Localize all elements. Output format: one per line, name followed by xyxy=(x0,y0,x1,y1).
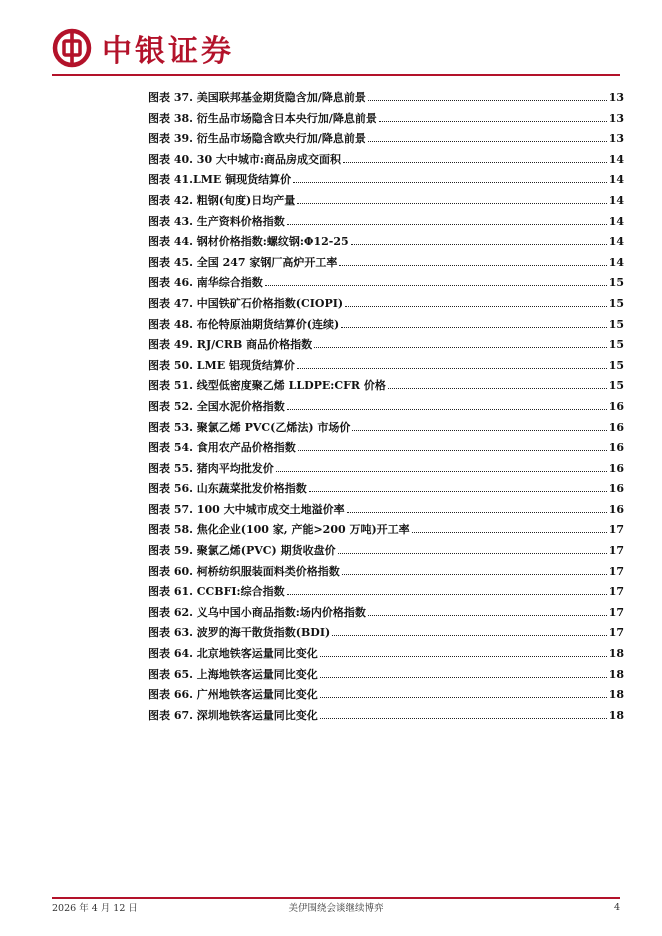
toc-leader-dots xyxy=(309,477,607,492)
toc-entry-label: 图表 57. 100 大中城市成交土地溢价率 xyxy=(148,502,345,516)
toc-entry-page: 14 xyxy=(608,214,624,228)
toc-entry[interactable] xyxy=(148,601,624,622)
toc-entry-label: 图表 53. 聚氯乙烯 PVC(乙烯法) 市场价 xyxy=(148,420,351,434)
toc-entry-page: 15 xyxy=(608,358,624,372)
toc-entry[interactable] xyxy=(148,148,624,169)
bank-of-china-logo-icon xyxy=(52,28,92,68)
toc-entry[interactable] xyxy=(148,127,624,148)
toc-leader-dots xyxy=(320,642,607,657)
toc-entry[interactable] xyxy=(148,86,624,107)
toc-entry-label: 图表 52. 全国水泥价格指数 xyxy=(148,399,285,413)
toc-leader-dots xyxy=(297,354,607,369)
toc-entry-page: 13 xyxy=(608,132,624,146)
toc-leader-dots xyxy=(265,271,607,286)
toc-entry-label: 图表 51. 线型低密度聚乙烯 LLDPE:CFR 价格 xyxy=(148,379,386,393)
toc-entry-page: 15 xyxy=(608,296,624,310)
toc-entry[interactable] xyxy=(148,518,624,539)
toc-entry-label: 图表 44. 钢材价格指数:螺纹钢:Φ12-25 xyxy=(148,235,349,249)
toc-entry-page: 18 xyxy=(608,667,624,681)
toc-entry-label: 图表 58. 焦化企业(100 家, 产能>200 万吨)开工率 xyxy=(148,523,410,537)
toc-entry-label: 图表 63. 波罗的海干散货指数(BDI) xyxy=(148,626,331,640)
toc-entry-page: 16 xyxy=(608,502,624,516)
toc-entry-page: 15 xyxy=(608,276,624,290)
toc-entry[interactable] xyxy=(148,210,624,231)
toc-leader-dots xyxy=(352,416,606,431)
toc-entry-page: 18 xyxy=(608,708,624,722)
toc-entry-label: 图表 37. 美国联邦基金期货隐含加/降息前景 xyxy=(148,91,366,104)
toc-entry-label: 图表 45. 全国 247 家钢厂高炉开工率 xyxy=(148,255,338,269)
toc-leader-dots xyxy=(379,107,607,122)
toc-entry[interactable] xyxy=(148,313,624,334)
toc-leader-dots xyxy=(412,518,607,533)
toc-entry-label: 图表 64. 北京地铁客运量同比变化 xyxy=(148,647,318,661)
toc-entry-label: 图表 48. 布伦特原油期货结算价(连续) xyxy=(148,317,340,331)
page-number: 4 xyxy=(613,901,620,913)
toc-leader-dots xyxy=(351,230,607,245)
toc-entry[interactable] xyxy=(148,436,624,457)
report-title: 美伊围绕会谈继续博弈 xyxy=(288,903,384,914)
toc-leader-dots xyxy=(297,189,606,204)
toc-leader-dots xyxy=(298,436,607,451)
toc-entry[interactable] xyxy=(148,168,624,189)
header-divider xyxy=(52,74,620,76)
toc-entry-page: 14 xyxy=(608,235,624,249)
toc-leader-dots xyxy=(343,148,607,163)
toc-leader-dots xyxy=(342,560,607,575)
toc-leader-dots xyxy=(338,539,607,554)
toc-entry-label: 图表 56. 山东蔬菜批发价格指数 xyxy=(148,482,307,496)
toc-entry-label: 图表 41.LME 铜现货结算价 xyxy=(148,173,292,187)
toc-entry-page: 16 xyxy=(608,399,624,413)
toc-entry-page: 16 xyxy=(608,461,624,475)
toc-entry-label: 图表 55. 猪肉平均批发价 xyxy=(148,461,274,475)
toc-entry-label: 图表 62. 义乌中国小商品指数:场内价格指数 xyxy=(148,605,366,619)
toc-leader-dots xyxy=(347,498,607,513)
toc-entry-page: 18 xyxy=(608,647,624,661)
page-header xyxy=(0,0,662,80)
toc-entry[interactable] xyxy=(148,457,624,478)
toc-entry-page: 17 xyxy=(608,523,624,537)
toc-entry[interactable] xyxy=(148,498,624,519)
toc-entry-label: 图表 40. 30 大中城市:商品房成交面积 xyxy=(148,152,341,166)
brand-logo xyxy=(52,26,234,70)
toc-leader-dots xyxy=(293,168,607,183)
toc-entry-label: 图表 50. LME 铝现货结算价 xyxy=(148,358,295,372)
toc-entry-label: 图表 49. RJ/CRB 商品价格指数 xyxy=(148,338,313,352)
toc-leader-dots xyxy=(341,313,606,328)
toc-entry-page: 17 xyxy=(608,626,624,640)
toc-entry[interactable] xyxy=(148,271,624,292)
toc-leader-dots xyxy=(287,580,607,595)
toc-entry-label: 图表 65. 上海地铁客运量同比变化 xyxy=(148,667,318,681)
toc-entry-label: 图表 46. 南华综合指数 xyxy=(148,276,263,290)
toc-entry-page: 15 xyxy=(608,338,624,352)
toc-entry-page: 16 xyxy=(608,482,624,496)
toc-leader-dots xyxy=(320,704,607,719)
toc-entry[interactable] xyxy=(148,230,624,251)
toc-entry[interactable] xyxy=(148,477,624,498)
toc-entry[interactable] xyxy=(148,333,624,354)
toc-entry-page: 14 xyxy=(608,152,624,166)
toc-entry-page: 13 xyxy=(608,91,624,104)
toc-leader-dots xyxy=(287,210,607,225)
footer-divider xyxy=(52,897,620,899)
toc-leader-dots xyxy=(368,601,607,616)
toc-entry-label: 图表 67. 深圳地铁客运量同比变化 xyxy=(148,708,318,722)
toc-entry-page: 14 xyxy=(608,173,624,187)
toc-entry[interactable] xyxy=(148,580,624,601)
toc-entry[interactable] xyxy=(148,683,624,704)
toc-entry[interactable] xyxy=(148,374,624,395)
toc-entry-page: 16 xyxy=(608,420,624,434)
toc-leader-dots xyxy=(332,621,607,636)
toc-entry-page: 14 xyxy=(608,193,624,207)
toc-leader-dots xyxy=(320,683,607,698)
toc-entry-page: 14 xyxy=(608,255,624,269)
toc-entry[interactable] xyxy=(148,251,624,272)
toc-entry[interactable] xyxy=(148,642,624,663)
toc-leader-dots xyxy=(314,333,607,348)
page-footer xyxy=(52,900,620,914)
toc-entry-label: 图表 47. 中国铁矿石价格指数(CIOPI) xyxy=(148,296,344,310)
toc-leader-dots xyxy=(368,127,607,142)
brand-name: 中银证券 xyxy=(102,34,234,69)
toc-entry[interactable] xyxy=(148,539,624,560)
toc-entry[interactable] xyxy=(148,663,624,684)
toc-entry-page: 13 xyxy=(608,111,624,125)
toc-entry[interactable] xyxy=(148,107,624,128)
toc-leader-dots xyxy=(320,663,607,678)
toc-entry-label: 图表 42. 粗钢(旬度)日均产量 xyxy=(148,193,296,207)
toc-entry-page: 17 xyxy=(608,544,624,558)
toc-entry[interactable] xyxy=(148,704,624,725)
table-of-figures xyxy=(148,86,624,724)
toc-entry-label: 图表 39. 衍生品市场隐含欧央行加/降息前景 xyxy=(148,132,366,146)
toc-entry[interactable] xyxy=(148,416,624,437)
toc-leader-dots xyxy=(287,395,607,410)
toc-entry-page: 15 xyxy=(608,379,624,393)
toc-entry[interactable] xyxy=(148,189,624,210)
toc-entry-page: 17 xyxy=(608,564,624,578)
toc-entry-page: 15 xyxy=(608,317,624,331)
toc-entry-label: 图表 43. 生产资料价格指数 xyxy=(148,214,285,228)
toc-entry-label: 图表 59. 聚氯乙烯(PVC) 期货收盘价 xyxy=(148,544,336,558)
toc-leader-dots xyxy=(276,457,607,472)
toc-entry-page: 16 xyxy=(608,441,624,455)
toc-entry-label: 图表 60. 柯桥纺织服装面料类价格指数 xyxy=(148,564,340,578)
toc-entry[interactable] xyxy=(148,560,624,581)
toc-entry-page: 17 xyxy=(608,585,624,599)
toc-entry[interactable] xyxy=(148,354,624,375)
toc-entry[interactable] xyxy=(148,292,624,313)
toc-leader-dots xyxy=(388,374,607,389)
toc-entry[interactable] xyxy=(148,621,624,642)
toc-leader-dots xyxy=(368,86,607,101)
toc-entry-label: 图表 54. 食用农产品价格指数 xyxy=(148,441,296,455)
toc-entry-label: 图表 61. CCBFI:综合指数 xyxy=(148,585,285,599)
toc-entry-page: 17 xyxy=(608,605,624,619)
report-date: 2026 年 4 月 12 日 xyxy=(52,903,138,914)
toc-entry[interactable] xyxy=(148,395,624,416)
toc-entry-page: 18 xyxy=(608,688,624,702)
toc-entry-label: 图表 38. 衍生品市场隐含日本央行加/降息前景 xyxy=(148,111,377,125)
toc-leader-dots xyxy=(345,292,607,307)
toc-entry-label: 图表 66. 广州地铁客运量同比变化 xyxy=(148,688,318,702)
toc-leader-dots xyxy=(339,251,606,266)
